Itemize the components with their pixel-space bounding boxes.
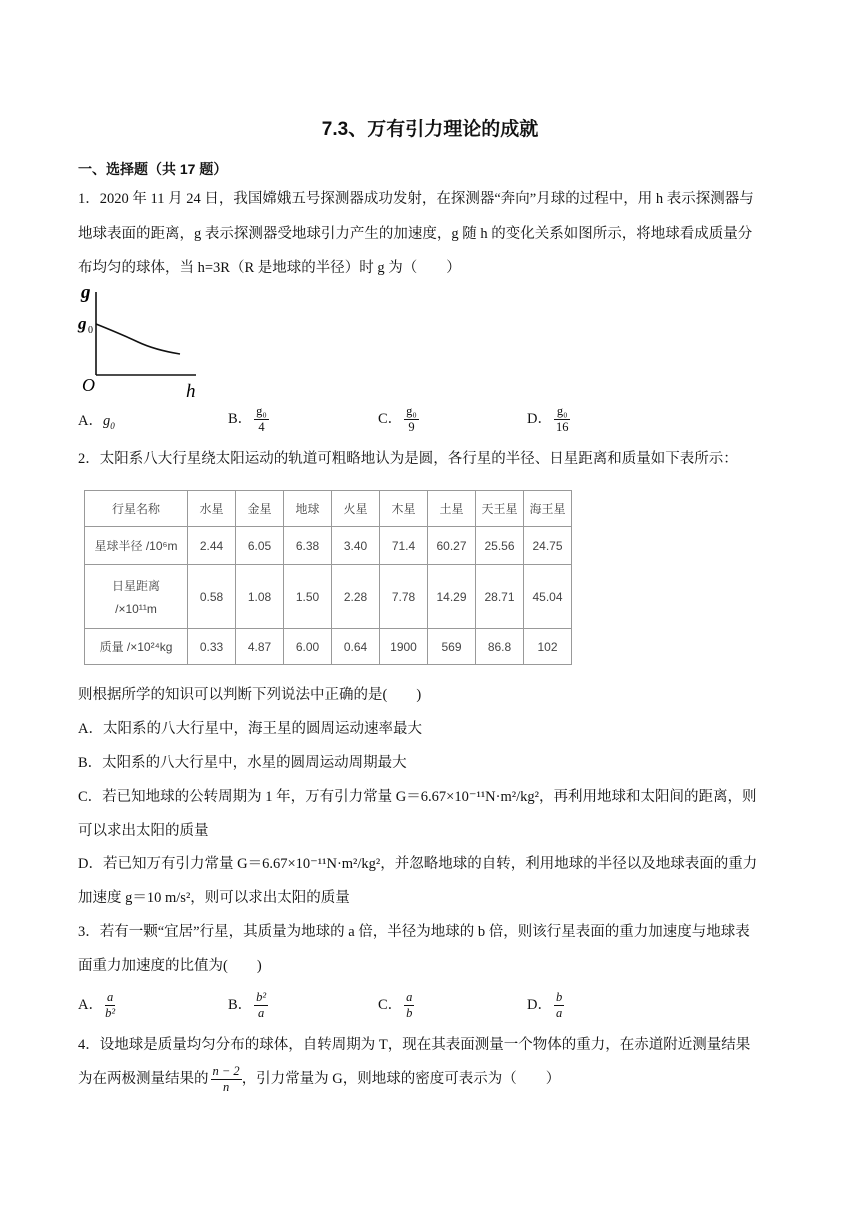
section-heading: 一、选择题（共 17 题） bbox=[78, 161, 228, 177]
g-curve bbox=[96, 324, 180, 354]
q2-option-d-line2: 加速度 g＝10 m/s²，则可以求出太阳的质量 bbox=[78, 890, 350, 906]
table-row-label bbox=[85, 565, 188, 629]
graph-y-label: g bbox=[81, 282, 91, 303]
table-header-row bbox=[85, 491, 572, 527]
table-cell: 71.4 bbox=[380, 527, 428, 565]
table-cell: 0.64 bbox=[332, 629, 380, 665]
table-cell: 4.87 bbox=[236, 629, 284, 665]
table-cell: 14.29 bbox=[428, 565, 476, 629]
page-title: 7.3、万有引力理论的成就 bbox=[321, 119, 539, 140]
table-cell: 0.58 bbox=[188, 565, 236, 629]
table-row-label: 质量 /×10²⁴kg bbox=[85, 629, 188, 665]
table-cell: 25.56 bbox=[476, 527, 524, 565]
table-cell: 2.44 bbox=[188, 527, 236, 565]
table-row-label-line1: 日星距离 bbox=[111, 579, 160, 593]
table-cell: 1.08 bbox=[236, 565, 284, 629]
table-header-cell: 金星 bbox=[236, 491, 284, 527]
table-cell: 2.28 bbox=[332, 565, 380, 629]
planet-table bbox=[84, 490, 572, 665]
table-cell: 6.05 bbox=[236, 527, 284, 565]
table-header-cell: 地球 bbox=[284, 491, 332, 527]
q4-line1: 4．设地球是质量均匀分布的球体，自转周期为 T，现在其表面测量一个物体的重力，在赤道附近测量结果 bbox=[78, 1037, 751, 1053]
table-header-cell: 海王星 bbox=[524, 491, 572, 527]
q4-fraction: $\frac{n - 2}{n}$ bbox=[212, 1064, 240, 1094]
table-row-label-line2: /×10¹¹m bbox=[115, 602, 157, 616]
table-cell: 569 bbox=[428, 629, 476, 665]
q2-option-d-line1: D．若已知万有引力常量 G＝6.67×10⁻¹¹N·m²/kg²，并忽略地球的自转，利用地球的半径以及地球表面的重力 bbox=[78, 856, 758, 872]
q3-option-c: C． $\frac{a}{b}$ bbox=[378, 990, 413, 1020]
table-header-cell: 木星 bbox=[380, 491, 428, 527]
q2-option-c-line2: 可以求出太阳的质量 bbox=[78, 823, 209, 839]
table-cell: 60.27 bbox=[428, 527, 476, 565]
table-cell: 86.8 bbox=[476, 629, 524, 665]
q3-line1: 3．若有一颗“宜居”行星，其质量为地球的 a 倍，半径为地球的 b 倍，则该行星表面的重力加速度与地球表 bbox=[78, 924, 750, 940]
q2-option-c-line1: C．若已知地球的公转周期为 1 年，万有引力常量 G＝6.67×10⁻¹¹N·m²/kg²，再利用地球和太阳间的距离，则 bbox=[78, 789, 757, 805]
q1-line3: 布均匀的球体，当 h=3R（R 是地球的半径）时 g 为（ ） bbox=[78, 260, 461, 276]
graph-x-label: h bbox=[186, 381, 196, 400]
q4-line2 bbox=[78, 1064, 560, 1095]
table-header-cell: 火星 bbox=[332, 491, 380, 527]
table-cell: 1900 bbox=[380, 629, 428, 665]
table-cell: 24.75 bbox=[524, 527, 572, 565]
table-cell: 1.50 bbox=[284, 565, 332, 629]
table-row bbox=[85, 565, 572, 629]
table-cell: 45.04 bbox=[524, 565, 572, 629]
table-row bbox=[85, 527, 572, 565]
q2-option-b: B．太阳系的八大行星中，水星的圆周运动周期最大 bbox=[78, 755, 407, 771]
table-header-cell: 行星名称 bbox=[85, 491, 188, 527]
table-row bbox=[85, 629, 572, 665]
q1-option-d: D． $\frac{\text{g₀}}{16}$ bbox=[527, 404, 569, 434]
table-cell: 6.00 bbox=[284, 629, 332, 665]
table-cell: 6.38 bbox=[284, 527, 332, 565]
q1-line2: 地球表面的距离，g 表示探测器受地球引力产生的加速度，g 随 h 的变化关系如图所示，将地球看成质量分 bbox=[78, 226, 753, 242]
graph-origin-label: O bbox=[82, 375, 95, 395]
q1-option-b: B． $\frac{\text{g₀}}{4}$ bbox=[228, 404, 267, 434]
q3-option-b: B． $\frac{\text{b²}}{a}$ bbox=[228, 990, 267, 1020]
q1-line1: 1．2020 年 11 月 24 日，我国嫦娥五号探测器成功发射，在探测器“奔向”月球的过程中，用 h 表示探测器与 bbox=[78, 191, 754, 207]
q1-option-a: A．$g_0$ bbox=[78, 413, 115, 431]
table-cell: 102 bbox=[524, 629, 572, 665]
q4-line2-pre: 为在两极测量结果的 bbox=[78, 1070, 209, 1087]
table-header-cell: 水星 bbox=[188, 491, 236, 527]
graph-g0-sub: 0 bbox=[88, 325, 93, 336]
q3-line2: 面重力加速度的比值为( ) bbox=[78, 958, 262, 974]
table-cell: 0.33 bbox=[188, 629, 236, 665]
table-cell: 7.78 bbox=[380, 565, 428, 629]
graph-g0-label: g bbox=[78, 314, 87, 333]
g-h-graph bbox=[76, 282, 206, 400]
q4-line2-post: ，引力常量为 G，则地球的密度可表示为（ ） bbox=[241, 1070, 561, 1087]
table-cell: 28.71 bbox=[476, 565, 524, 629]
q3-option-a: A． $\frac{a}{\text{b²}}$ bbox=[78, 990, 116, 1020]
table-header-cell: 天王星 bbox=[476, 491, 524, 527]
q2-intro: 2．太阳系八大行星绕太阳运动的轨道可粗略地认为是圆，各行星的半径、日星距离和质量如下表所示： bbox=[78, 451, 738, 467]
table-cell: 3.40 bbox=[332, 527, 380, 565]
q2-option-a: A．太阳系的八大行星中，海王星的圆周运动速率最大 bbox=[78, 721, 422, 737]
q2-question: 则根据所学的知识可以判断下列说法中正确的是( ) bbox=[78, 687, 422, 703]
q3-option-d: D． $\frac{b}{a}$ bbox=[527, 990, 563, 1020]
table-row-label: 星球半径 /10⁶m bbox=[85, 527, 188, 565]
table-header-cell: 土星 bbox=[428, 491, 476, 527]
q1-option-c: C． $\frac{\text{g₀}}{9}$ bbox=[378, 404, 417, 434]
